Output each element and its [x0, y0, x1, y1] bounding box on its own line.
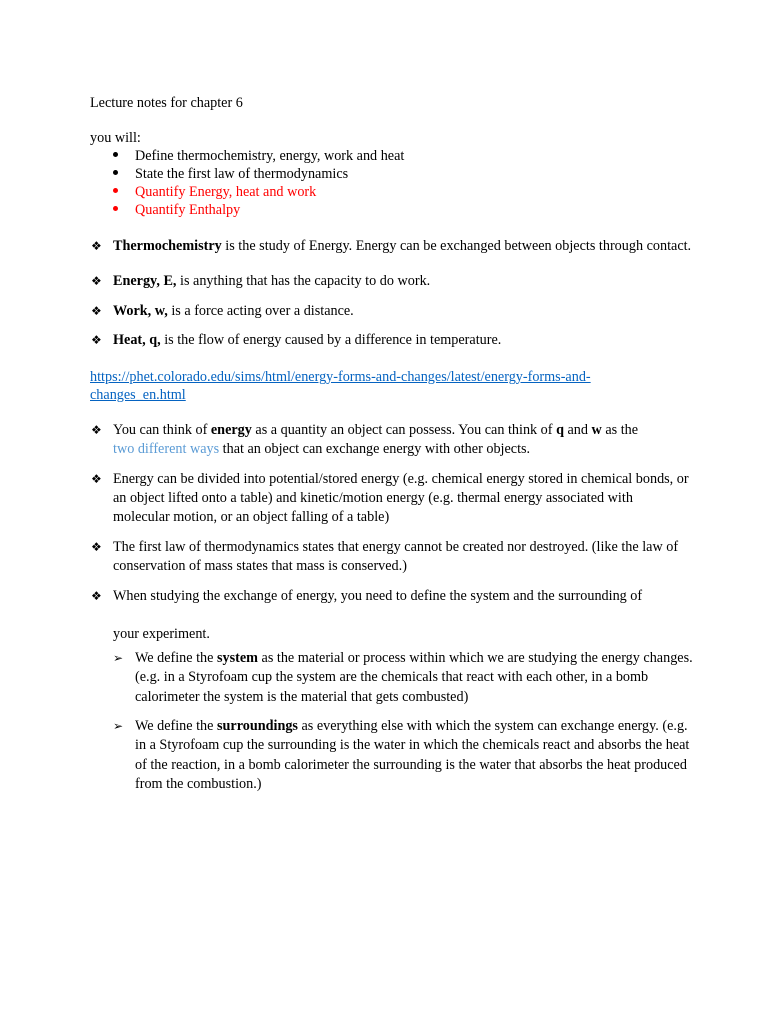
note-text: that an object can exchange energy with other objects. — [219, 441, 531, 457]
note-bold: w — [591, 422, 602, 438]
definition-work — [113, 302, 693, 321]
note-bold: energy — [210, 422, 252, 438]
bullet-icon — [113, 206, 118, 211]
sub-text: as everything else with which the system can exchange energy. (e.g. in a Styrofoam cup the surrounding is the water in which the chemicals react and absorbs the heat of the reaction, in a bomb calorimeter the surrounding is the water that absorbs the heat produced from the combustion.) — [135, 718, 690, 792]
list-item: Define thermochemistry, energy, work and heat — [135, 148, 405, 164]
note-text: as a quantity an object can possess. You can think of — [251, 422, 557, 438]
note-energy-types: Energy can be divided into potential/stored energy (e.g. chemical energy stored in chemical bonds, or an object lifted onto a table) and kinetic/motion energy (e.g. thermal energy associated with molecular motion, or an object falling of a table) — [113, 471, 689, 525]
list-item: Quantify Energy, heat and work — [135, 184, 317, 200]
surroundings-definition — [135, 717, 695, 794]
bullet-icon — [113, 170, 118, 175]
list-item: State the first law of thermodynamics — [135, 166, 349, 182]
definition-text: is the flow of energy caused by a difference in temperature. — [160, 332, 502, 348]
diamond-bullet-icon: ❖ — [91, 333, 102, 347]
note-text: and — [563, 422, 592, 438]
note-bold: q — [556, 422, 564, 438]
sub-text: as the material or process within which we are studying the energy changes. (e.g. in a Styrofoam cup the system are the chemicals that react with each other, in a bomb calorimeter the system is the material that gets combusted) — [135, 650, 693, 705]
definition-heat — [113, 331, 693, 350]
system-definition — [135, 649, 695, 707]
intro-text: you will: — [90, 130, 141, 146]
sub-term: system — [216, 650, 258, 666]
diamond-bullet-icon: ❖ — [91, 589, 102, 603]
diamond-bullet-icon: ❖ — [91, 423, 102, 437]
note-first-law: The first law of thermodynamics states that energy cannot be created nor destroyed. (like the law of conservation of mass states that mass is conserved.) — [113, 539, 679, 574]
definition-text: is the study of Energy. Energy can be exchanged between objects through contact. — [221, 238, 692, 254]
highlighted-text: two different ways — [113, 441, 220, 457]
definition-text: is anything that has the capacity to do work. — [176, 273, 431, 289]
list-item: Quantify Enthalpy — [135, 202, 241, 218]
definition-term: Heat, q, — [113, 332, 161, 348]
definition-text: is a force acting over a distance. — [167, 303, 354, 319]
diamond-bullet-icon: ❖ — [91, 274, 102, 288]
note-energy-q-w — [113, 421, 693, 459]
note-text: You can think of — [113, 422, 211, 438]
arrowhead-bullet-icon: ➢ — [113, 651, 124, 665]
diamond-bullet-icon: ❖ — [91, 540, 102, 554]
sub-text: We define the — [135, 650, 217, 666]
bullet-icon — [113, 152, 118, 157]
note-text: as the — [601, 422, 639, 438]
bullet-icon — [113, 188, 118, 193]
page-title: Lecture notes for chapter 6 — [90, 95, 243, 111]
sub-term: surroundings — [216, 718, 298, 734]
definition-term: Energy, E, — [113, 273, 177, 289]
note-system-intro-continued: your experiment. — [113, 626, 210, 642]
definition-term: Work, w, — [113, 303, 168, 319]
sub-text: We define the — [135, 718, 217, 734]
definition-thermochemistry — [113, 237, 693, 255]
link-line-1: https://phet.colorado.edu/sims/html/energy-forms-and-changes/latest/energy-forms-and- — [90, 369, 591, 385]
diamond-bullet-icon: ❖ — [91, 304, 102, 318]
link-line-2: changes_en.html — [90, 387, 186, 403]
diamond-bullet-icon: ❖ — [91, 472, 102, 486]
note-system-intro: When studying the exchange of energy, you need to define the system and the surrounding of — [113, 588, 643, 604]
phet-simulation-link[interactable] — [90, 368, 690, 404]
diamond-bullet-icon: ❖ — [91, 239, 102, 253]
definition-term: Thermochemistry — [113, 238, 222, 254]
arrowhead-bullet-icon: ➢ — [113, 719, 124, 733]
definition-energy — [113, 272, 693, 291]
